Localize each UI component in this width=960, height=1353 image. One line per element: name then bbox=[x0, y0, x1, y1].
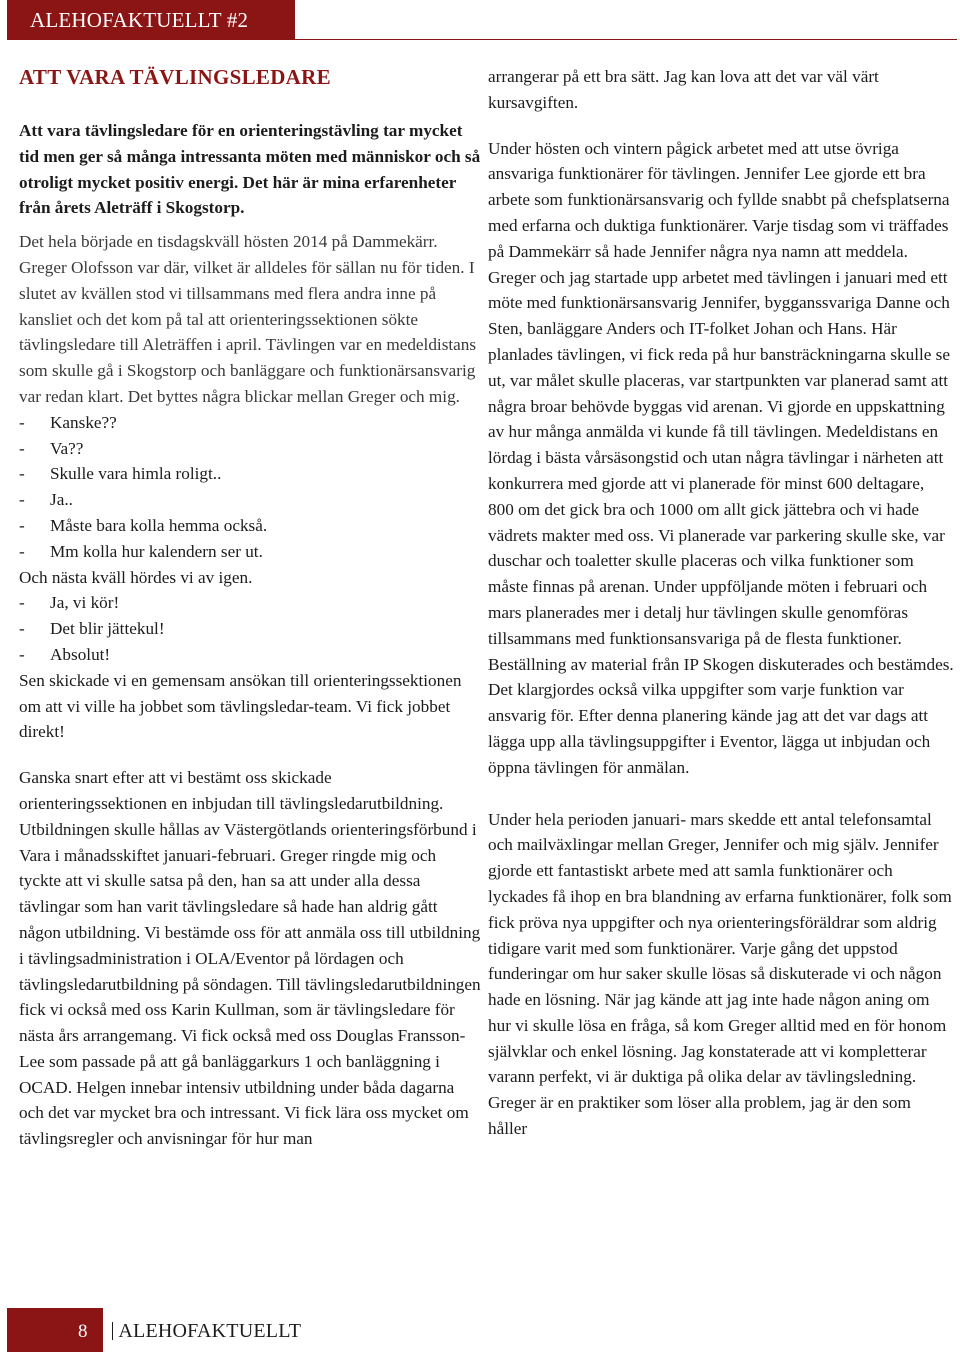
paragraph-2: Och nästa kväll hördes vi av igen. bbox=[19, 567, 253, 587]
article-title: ATT VARA TÄVLINGSLEDARE bbox=[19, 65, 331, 89]
dialog-line: - Skulle vara himla roligt.. bbox=[19, 461, 481, 487]
footer-publication bbox=[108, 1319, 301, 1343]
article-lead: Att vara tävlingsledare för en orienteringstävling tar mycket tid men ger så många intressanta möten med människor och så otroligt mycket positiv energi. Det här är mina erfarenheter från årets Aleträff i Skogstorp. bbox=[19, 121, 481, 218]
footer-publication-label: ALEHOFAKTUELLT bbox=[118, 1320, 302, 1342]
dialog-line: - Ja, vi kör! bbox=[19, 590, 481, 616]
paragraph-1: Det hela började en tisdagskväll hösten 2014 på Dammekärr. Greger Olofsson var där, vilket är alldeles för sällan nu för tiden. I slutet av kvällen stod vi tillsammans med flera andra inne på kansliet och det kom på tal att orienteringssektionen sökte tävlingsledare till Aleträffen i april. Tävlingen var en medeldistans som skulle gå i Skogstorp och banläggare och funktionärsansvarig var redan klart. Det byttes några blickar mellan Greger och mig. bbox=[19, 232, 477, 406]
dialog-line: - Absolut! bbox=[19, 642, 481, 668]
paragraph-7: Under hela perioden januari- mars skedde ett antal telefonsamtal och mailväxlingar mellan Greger, Jennifer och mig själv. Jennifer gjorde ett fantastiskt arbete med att samla funktionärer och lyckades få ihop en bra blandning av erfarna funktionärer, folk som fick pröva nya uppgifter och nya orienteringsföräldrar som aldrig tidigare varit med som funktionärer. Varje gång det uppstod funderingar om hur saker skulle lösas så diskuterade vi och någon hade en lösning. När jag kände att jag inte hade någon aning om hur vi skulle lösa en fråga, så kom Greger alltid med en för honom självklar och enkel lösning. Jag konstaterade att vi kompletterar varann perfekt, vi är duktiga på olika delar av tävlingsledning. Greger är en praktiker som löser alla problem, jag är den som håller bbox=[488, 809, 952, 1139]
dialog-line: - Måste bara kolla hemma också. bbox=[19, 513, 481, 539]
dialog-line: - Mm kolla hur kalendern ser ut. bbox=[19, 539, 481, 565]
paragraph-4: Ganska snart efter att vi bestämt oss skickade orienteringssektionen en inbjudan till tävlingsledarutbildning. Utbildningen skulle hållas av Västergötlands orienteringsförbund i Vara i månadsskiftet januari-februari. Greger ringde mig och tyckte att vi skulle satsa på den, han sa att under alla dessa tävlingar som han varit tävlingsledare så hade han aldrig gått någon utbildning. Vi bestämde oss för att anmäla oss till utbildning i tävlingsadministration i OLA/Eventor på lördagen och tävlingsledarutbildning på söndagen. Till tävlingsledarutbildningen fick vi också med oss Karin Kullman, som är tävlingsledare för nästa års arrangemang. Vi fick också med oss Douglas Fransson-Lee som passade på att gå banläggarkurs 1 och banläggning i OCAD. Helgen innebar intensiv utbildning under båda dagarna och det var mycket bra och intressant. Vi fick lära oss mycket om tävlingsregler och anvisningar för hur man bbox=[19, 768, 481, 1149]
paragraph-3: Sen skickade vi en gemensam ansökan till orienteringssektionen om att vi ville ha jobbet som tävlingsledar-team. Vi fick jobbet direkt! bbox=[19, 670, 462, 742]
column-right bbox=[488, 64, 954, 1142]
header-banner bbox=[7, 0, 295, 72]
dialog-line: - Kanske?? bbox=[19, 410, 481, 436]
dialog-list-2 bbox=[19, 590, 481, 667]
paragraph-5: arrangerar på ett bra sätt. Jag kan lova att det var väl värt kursavgiften. bbox=[488, 67, 879, 112]
page-number: 8 bbox=[78, 1321, 88, 1342]
paragraph-6: Under hösten och vintern pågick arbetet med att utse övriga ansvariga funktionärer för tävlingen. Jennifer Lee gjorde ett bra arbete som funktionärsansvarig och fyllde snabbt på chefsplatserna med erfarna och duktiga funktionärer. Varje tisdag som vi träffades på Dammekärr så hade Jennifer några nya namn att meddela. Greger och jag startade upp arbetet med tävlingen i januari med ett möte med funktionärsansvarig Jennifer, bygganssvariga Danne och Sten, banläggare Anders och IT-folket Johan och Hans. Här planlades tävlingen, vi fick reda på hur bansträckningarna skulle se ut, var målet skulle placeras, var startpunkten var planerad samt att några broar behövde byggas vid arenan. Vi gjorde en uppskattning av hur många anmälda vi kunde få till tävlingen. Medeldistans en lördag i bästa vårsäsongstid och utan några tävlingar i närheten att konkurrera med gjorde att vi planerade för minst 600 deltagare, 800 om det gick bra och 1000 om allt gick jättebra och vi hade vädrets makter med oss. Vi planerade var parkering skulle ske, var duschar och toaletter skulle placeras och vilka funktioner som måste finnas på arenan. Under uppföljande möten i februari och mars planerades mer i detalj hur tävlingen skulle genomföras tillsammans med funktionsansvariga på de flesta funktioner. Beställning av material från IP Skogen diskuterades och bestämdes. Det klargjordes också vilka uppgifter som varje funktion var ansvarig för. Efter denna planering kände jag att det var dags att lägga upp alla tävlingsuppgifter i Eventor, lägga ut inbjudan och öppna tävlingen för anmälan. bbox=[488, 138, 954, 777]
dialog-line: - Ja.. bbox=[19, 487, 481, 513]
header-title: ALEHOFAKTUELLT #2 2015 bbox=[30, 8, 249, 72]
dialog-line: - Va?? bbox=[19, 436, 481, 462]
header-rule bbox=[295, 39, 957, 40]
dialog-line: - Det blir jättekul! bbox=[19, 616, 481, 642]
dialog-list-1 bbox=[19, 410, 481, 565]
footer-badge bbox=[7, 1308, 103, 1352]
column-left bbox=[19, 60, 481, 1152]
